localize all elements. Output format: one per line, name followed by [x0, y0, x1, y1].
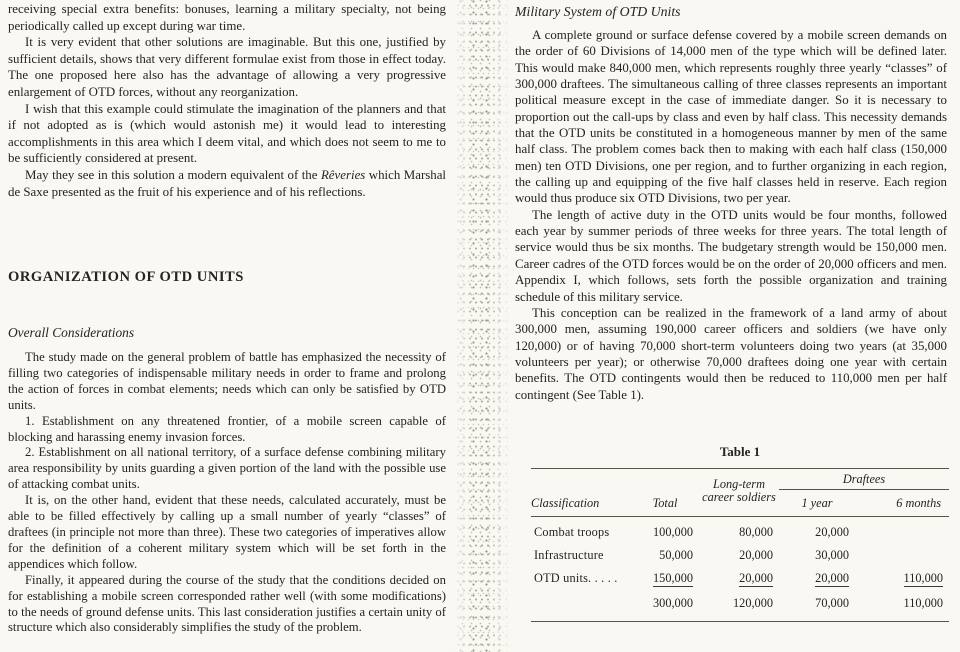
table-title: Table 1: [719, 444, 761, 459]
left-page-top-paragraphs: [8, 1, 446, 200]
underlined-value: 150,000: [653, 571, 693, 585]
text-run: The study made on the general problem of battle has emphasized the necessity of filling two categories of indispensable military needs in order to frame and prolong the action of forces in combat elements; needs which can only be satisfied by OTD units.: [8, 350, 446, 412]
text-run: receiving special extra benefits: bonuses, learning a military specialty, not being periodically called up except during war time.: [8, 2, 446, 33]
paragraph: [515, 305, 947, 403]
col-header-total: Total: [652, 496, 678, 510]
italic-text-run: Rêveries: [320, 167, 366, 182]
cell-value: 20,000: [779, 517, 855, 545]
cell-value: 20,000: [739, 548, 773, 562]
text-run: I wish that this example could stimulate the imagination of the planners and that if not adopted as is (which would astonish me) it would lead to interesting accomplishments in this area which I deem vital, and which does not seem to me to be sufficiently considered at present.: [8, 101, 446, 166]
cell-classification: Combat troops: [531, 517, 631, 545]
cell-classification: Infrastructure: [534, 548, 604, 562]
cell-value: 100,000: [631, 517, 699, 545]
col-header-career: Long-term career soldiers: [702, 476, 776, 504]
cell-value: 300,000: [631, 590, 699, 622]
text-run: which Marshal de Saxe presented as the fruit of his experience and of his reflections.: [8, 167, 446, 199]
paragraph: [8, 34, 446, 100]
col-header-1-year: 1 year: [801, 496, 833, 510]
personnel-table: [531, 468, 949, 622]
col-header-6-months: 6 months: [896, 496, 942, 510]
text-run: This conception can be realized in the framework of a land army of about 300,000 men, assuming 190,000 career officers and soldiers (we have only 120,000) or of having 70,000 short-term volunteers doing two years (at 35,000 volunteers per year); or otherwise 70,000 draftees doing one year with certain benefits. The OTD contingents would then be reduced to 110,000 men per half contingent (See Table 1).: [515, 305, 947, 402]
cell-value: [631, 567, 699, 590]
table-row: [531, 517, 949, 545]
table-row: [531, 567, 949, 590]
table-row: [531, 590, 949, 622]
left-page-bottom-paragraphs: [8, 350, 446, 636]
cell-value: 30,000: [815, 548, 849, 562]
table-1-block: [531, 444, 949, 622]
cell-value: 110,000: [855, 590, 949, 622]
left-page: [8, 0, 446, 652]
table-row: [531, 544, 949, 567]
right-page: [515, 0, 947, 652]
text-run: The length of active duty in the OTD units would be four months, followed each year by summer periods of three weeks for three years. The total length of service would thus be six months. The budgetary strength would be 150,000 men. Career cadres of the OTD forces would be on the order of 20,000 officers and men. Appendix I, which follows, sets forth the possible organization and training schedule of this military service.: [515, 207, 947, 304]
cell-value: 80,000: [699, 517, 779, 545]
text-run: A complete ground or surface defense covered by a mobile screen demands on the order of 60 Divisions of 14,000 men of the type which will be defined later. This would make 840,000 men, which represents roughly three yearly “classes” of 300,000 draftees. The simultaneous calling of three classes represents an important political measure except in the case of immediate danger. So it is necessary to proportion out the call-ups by class and even by half class. This necessity demands that the OTD units be constituted in a homogeneous manner by men of the same half class. The problem comes back then to making with each half class (150,000 men) ten OTD Divisions, one per region, and to further organizing in each region, the calling up and equipping of the five half classes held in reserve. Each region would thus produce six OTD Divisions, two per year.: [515, 28, 947, 206]
right-page-paragraphs: [515, 27, 947, 403]
chapter-heading: Military System of OTD Units: [515, 4, 681, 19]
subsection-heading: Overall Considerations: [8, 325, 135, 340]
col-header-classification: Classification: [531, 496, 600, 510]
text-run: 2. Establishment on all national territory, of a surface defense combining military area responsibility by units guarding a given portion of the land with the possible use of attacking combat units.: [8, 445, 446, 492]
text-run: May they see in this solution a modern equivalent of the: [25, 167, 321, 182]
paragraph: [8, 493, 446, 573]
text-run: It is very evident that other solutions are imaginable. But this one, justified by sufficient details, shows that very different formulae exist from those in effect today. The one proposed here also has the advantage of allowing a very progressive enlargement of OTD forces, without any reorganization.: [8, 35, 446, 99]
underlined-value: 20,000: [739, 571, 773, 585]
text-run: It is, on the other hand, evident that these needs, calculated accurately, must be able to be filled effectively by calling up a small number of yearly “classes” of draftees (in principle not more than three). These two categories of imperatives allow for the definition of a coherent military system which will be set forth in the appendices which follow.: [8, 493, 446, 571]
paragraph: [8, 350, 446, 414]
cell-value: [855, 544, 949, 567]
paragraph: [515, 27, 947, 207]
paragraph: [8, 167, 446, 200]
paragraph: [8, 445, 446, 493]
cell-value: 50,000: [659, 548, 693, 562]
underlined-value: 110,000: [903, 571, 944, 585]
page-gutter-texture: [453, 0, 511, 652]
table-header: [531, 469, 949, 517]
cell-classification: OTD units. . . . .: [534, 571, 618, 585]
cell-value: [855, 567, 949, 590]
paragraph: [8, 101, 446, 167]
text-run: Finally, it appeared during the course of the study that the conditions decided on for establishing a mobile screen corresponded rather well (with some modifications) to the needs of ground defense units. This last consideration justifies a certain unity of structure which also considerably simplifies the study of the problem.: [8, 572, 446, 635]
paragraph: [8, 1, 446, 34]
paragraph: [8, 414, 446, 446]
cell-value: 120,000: [699, 590, 779, 622]
text-run: 1. Establishment on any threatened frontier, of a mobile screen capable of blocking and harassing enemy invasion forces.: [8, 413, 446, 444]
col-header-draftees: Draftees: [779, 469, 949, 490]
cell-classification: [531, 590, 631, 622]
cell-value: [779, 567, 855, 590]
cell-value: 70,000: [779, 590, 855, 622]
paragraph: [515, 207, 947, 305]
section-heading: ORGANIZATION OF OTD UNITS: [8, 269, 244, 285]
paragraph: [8, 573, 446, 637]
cell-value: [699, 567, 779, 590]
cell-value: [855, 517, 949, 545]
underlined-value: 20,000: [815, 571, 849, 585]
table-body: [531, 517, 949, 622]
